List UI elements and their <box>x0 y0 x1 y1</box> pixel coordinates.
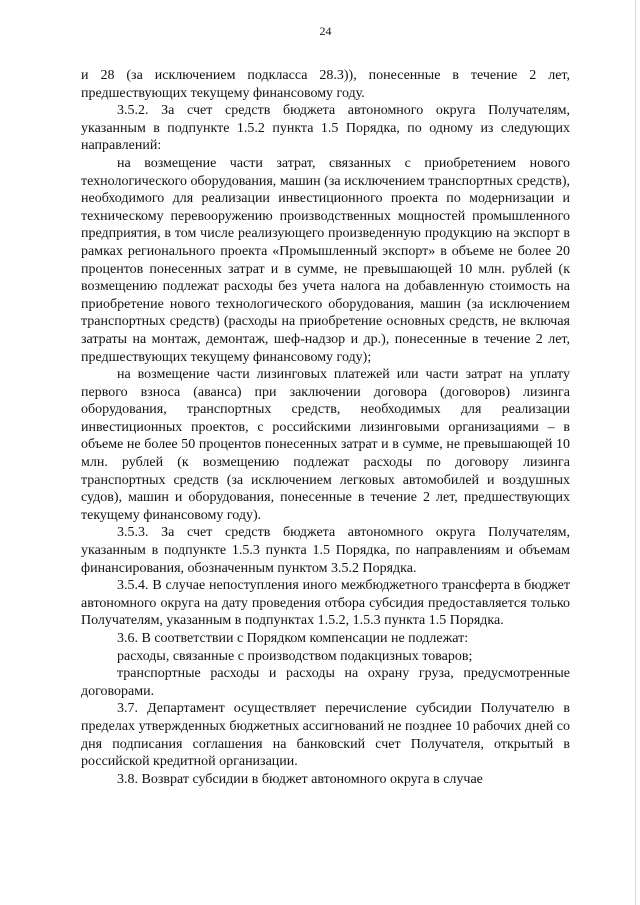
paragraph: 3.7. Департамент осуществляет перечисление субсидии Получателю в пределах утвержденных бюджетных ассигнований не позднее 10 рабочих дней со дня подписания соглашения на банковский счет Получателя, открытый в российской кредитной организации. <box>81 701 570 770</box>
paragraph: 3.5.2. За счет средств бюджета автономного округа Получателям, указанным в подпункте 1.5.2 пункта 1.5 Порядка, по одному из следующих направлений: <box>81 103 570 154</box>
paragraph: транспортные расходы и расходы на охрану груза, предусмотренные договорами. <box>81 666 570 699</box>
paragraph: 3.5.4. В случае непоступления иного межбюджетного трансферта в бюджет автономного округа на дату проведения отбора субсидия предоставляется только Получателям, указанным в подпунктах 1.5.2, 1.5.3 пункта 1.5 Порядка. <box>81 578 570 629</box>
paragraph: 3.8. Возврат субсидии в бюджет автономного округа в случае <box>117 771 483 787</box>
paragraph: расходы, связанные с производством подакцизных товаров; <box>117 648 473 664</box>
document-body <box>81 67 570 788</box>
paragraph: на возмещение части лизинговых платежей или части затрат на уплату первого взноса (аванса) при заключении договора (договоров) лизинга оборудования, транспортных средств, необходимых для реализации инвестиционных проектов, с российскими лизинговыми организациями – в объеме не более 50 процентов понесенных затрат и в сумме, не превышающей 10 млн. рублей (к возмещению подлежат расходы по договору лизинга транспортных средств (за исключением легковых автомобилей и воздушных судов), машин и оборудования, понесенные в течение 2 лет, предшествующих текущему финансовому году). <box>81 367 570 523</box>
paragraph: на возмещение части затрат, связанных с приобретением нового технологического оборудования, машин (за исключением транспортных средств), необходимого для реализации инвестиционного проекта по модернизации и техническому перевооружению производственных мощностей промышленного предприятия, в том числе реализующего произведенную продукцию на экспорт в рамках регионального проекта «Промышленный экспорт» в объеме не более 20 процентов понесенных затрат и в сумме, не превышающей 10 млн. рублей (к возмещению подлежат расходы без учета налога на добавленную стоимость на приобретение нового технологического оборудования, машин (за исключением транспортных средств) (расходы на приобретение основных средств, не включая затраты на монтаж, демонтаж, шеф-надзор и др.), понесенные в течение 2 лет, предшествующих текущему финансовому году); <box>81 155 570 365</box>
paragraph: и 28 (за исключением подкласса 28.3)), понесенные в течение 2 лет, предшествующих текущему финансовому году. <box>81 68 570 101</box>
page-number: 24 <box>319 24 332 38</box>
paragraph: 3.6. В соответствии с Порядком компенсации не подлежат: <box>117 631 469 646</box>
paragraph: 3.5.3. За счет средств бюджета автономного округа Получателям, указанным в подпункте 1.5.3 пункта 1.5 Порядка, по направлениям и объемам финансирования, обозначенным пунктом 3.5.2 Порядка. <box>81 525 570 576</box>
